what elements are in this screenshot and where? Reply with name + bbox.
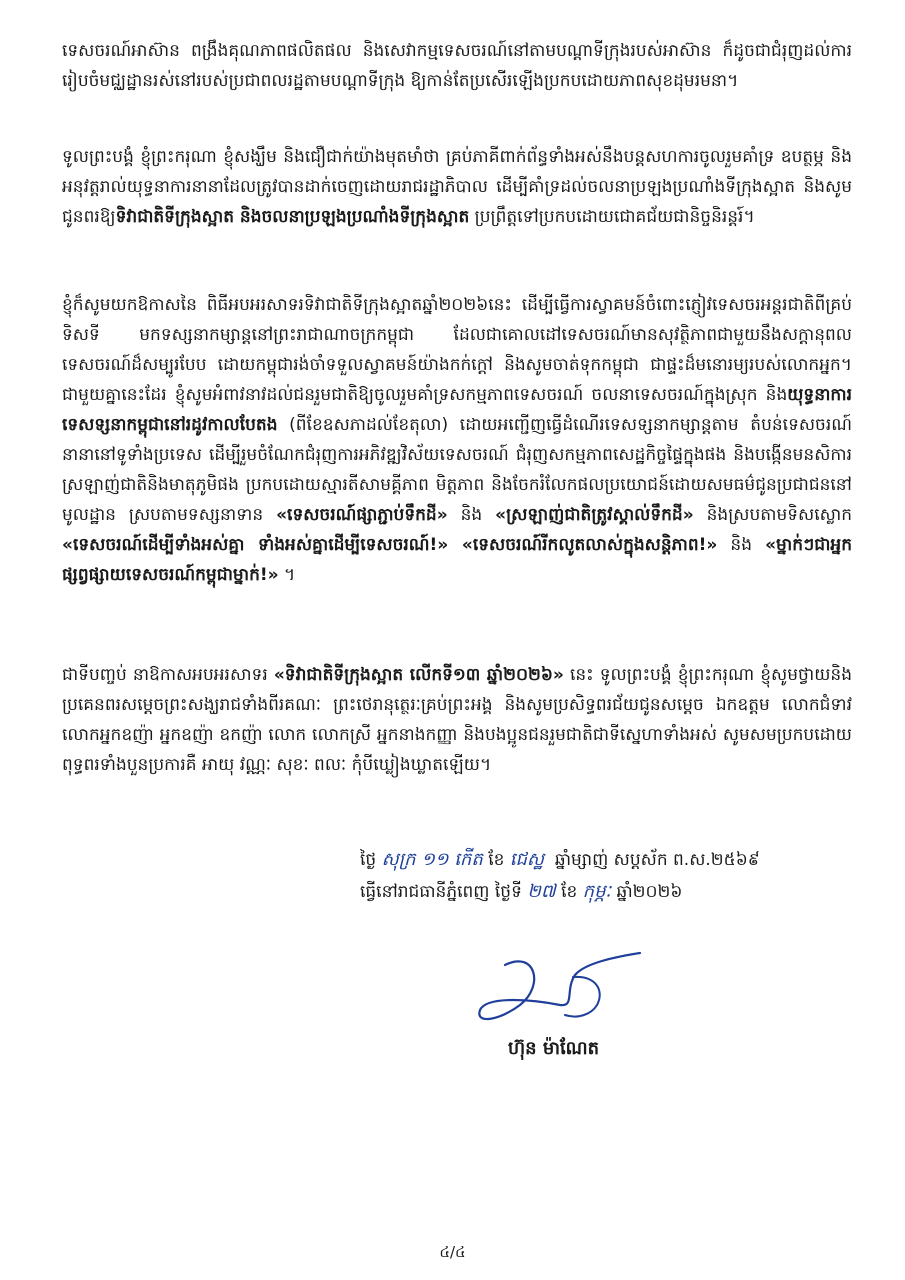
paragraph-3-text-k: ។ bbox=[278, 565, 296, 585]
paragraph-1-text: ទេសចរណ៍អាស៊ាន ពង្រឹងគុណភាពផលិតផល និងសេវាកម្មទេសចរណ៍នៅតាមបណ្តាទីក្រុងរបស់អាស៊ាន ក៏ដូចជាជំរុញដល់ការរៀបចំមជ្ឈដ្ឋានរស់នៅរបស់ប្រជាពលរដ្ឋតាមបណ្តាទីក្រុង ឱ្យកាន់តែប្រសើរឡើងប្រកបដោយភាពសុខដុមរមនា។ bbox=[62, 41, 852, 91]
paragraph-3-campaign: យុទ្ធនាការទេសទ្សនាកម្ពុជានៅរដូវកាលបែតង bbox=[62, 385, 852, 435]
paragraph-2-bold: ទិវាជាតិទីក្រុងស្អាត និងចលនាប្រឡងប្រណាំងទីក្រុងស្អាត bbox=[115, 207, 470, 227]
lunar-day-handwritten: សុក្រ ១១ កើត bbox=[381, 849, 483, 870]
signature-image bbox=[465, 945, 645, 1035]
page-number: ៤/៤ bbox=[439, 1243, 466, 1261]
solar-month-label: ខែ bbox=[561, 882, 578, 902]
paragraph-3 bbox=[62, 290, 852, 590]
paragraph-3-text-e: និង bbox=[447, 505, 496, 525]
paragraph-3-slogan-2: «ស្រឡាញ់ជាតិត្រូវស្គាល់ទឹកដី» bbox=[495, 505, 694, 525]
paragraph-1 bbox=[62, 36, 852, 96]
lunar-year-text: ឆ្នាំម្សាញ់ សប្តស័ក ព.ស.២៥៦៩ bbox=[554, 850, 760, 870]
paragraph-3-slogan-4: «ម្នាក់ៗជាអ្នកផ្សព្វផ្សាយទេសចរណ៍កម្ពុជាម្នាក់!» bbox=[62, 535, 852, 585]
lunar-date-line bbox=[360, 846, 760, 874]
solar-date-prefix: ធ្វើនៅរាជធានីភ្នំពេញ ថ្ងៃទី bbox=[360, 882, 522, 902]
paragraph-4-event: «ទិវាជាតិទីក្រុងស្អាត លើកទី១៣ ឆ្នាំ២០២៦» bbox=[273, 665, 564, 685]
paragraph-3-text-g: និងស្របតាមទិសស្លោក bbox=[693, 505, 852, 525]
lunar-date-prefix: ថ្ងៃ bbox=[360, 850, 377, 870]
paragraph-3-text-c: (ពីខែឧសភាដល់ខែតុលា) ដោយអញ្ជើញធ្វើដំណើរទេសទ្សនាកម្សាន្តតាម តំបន់ទេសចរណ៍នានានៅទូទាំងប្រទេស ដើម្បីរួមចំណែកជំរុញការអភិវឌ្ឍវិស័យទេសចរណ៍ ជំរុញសកម្មភាពសេដ្ឋកិច្ចផ្ទៃក្នុងផង និងបង្កើនមនសិការស្រឡាញ់ជាតិនិងមាតុភូមិផង ប្រកបដោយស្មារតីសាមគ្គីភាព មិត្តភាព និងចែករំលែកផលប្រយោជន៍ដោយសមធម៌ជូនប្រជាជននៅមូលដ្ឋាន ស្របតាមទស្សនាទាន bbox=[62, 415, 852, 525]
solar-day-handwritten: ២៧ bbox=[527, 881, 556, 902]
paragraph-3-slogan-1: «ទេសចរណ៍ផ្សាភ្ជាប់ទឹកដី» bbox=[276, 505, 448, 525]
paragraph-3-slogan-3: «ទេសចរណ៍ដើម្បីទាំងអស់គ្នា ទាំងអស់គ្នាដើម្បីទេសចរណ៍!» «ទេសចរណ៍រីកលូតលាស់ក្នុងសន្តិភាព!» bbox=[62, 535, 718, 555]
lunar-month-label: ខែ bbox=[488, 850, 505, 870]
lunar-month-handwritten: ជេស្ឋ bbox=[509, 849, 545, 870]
solar-year-text: ឆ្នាំ២០២៦ bbox=[616, 882, 683, 902]
signer-name: ហ៊ុន ម៉ាណែត bbox=[508, 1038, 600, 1059]
paragraph-2-text: ទូលព្រះបង្គំ ខ្ញុំព្រះករុណា ខ្ញុំសង្ឃឹម និងជឿជាក់យ៉ាងមុតមាំថា គ្រប់ភាគីពាក់ព័ន្ធទាំងអស់នឹងបន្តសហការចូលរួមគាំទ្រ ឧបត្ថម្ភ និងអនុវត្តរាល់យុទ្ធនាការនានាដែលត្រូវបានដាក់ចេញដោយរាជរដ្ឋាភិបាល ដើម្បីគាំទ្រដល់ចលនាប្រឡងប្រណាំងទីក្រុងស្អាត និងសូមជូនពរឱ្យ bbox=[62, 147, 852, 227]
solar-date-line bbox=[360, 878, 682, 906]
paragraph-4-text-c: នេះ ទូលព្រះបង្គំ ខ្ញុំព្រះករុណា ខ្ញុំសូមថ្វាយនិងប្រគេនពរសម្តេចព្រះសង្ឃរាជទាំងពីរគណៈ ព្រះថេរានុត្ថេរៈគ្រប់ព្រះអង្គ និងសូមប្រសិទ្ធពរជ័យជូនសម្តេច ឯកឧត្តម លោកជំទាវ លោកអ្នកឧញ៉ា អ្នកឧញ៉ា ឧកញ៉ា លោក លោកស្រី អ្នកនាងកញ្ញា និងបងប្អូនជនរួមជាតិជាទីស្នេហាទាំងអស់ សូមសមប្រកបដោយពុទ្ធពរទាំងបួនប្រការគឺ អាយុ វណ្ណៈ សុខៈ ពលៈ កុំបីឃ្លៀងឃ្លាតឡើយ។ bbox=[62, 665, 852, 775]
paragraph-4-text-a: ជាទីបញ្ចប់ នាឱកាសអបអរសាទរ bbox=[62, 665, 274, 685]
paragraph-2 bbox=[62, 142, 852, 232]
paragraph-2-end: ប្រព្រឹត្តទៅប្រកបដោយជោគជ័យជានិច្ចនិរន្តរ៍។ bbox=[469, 207, 755, 227]
paragraph-3-text-a: ខ្ញុំក៏សូមយកឱកាសនៃ ពិធីអបអរសាទរទិវាជាតិទីក្រុងស្អាតឆ្នាំ២០២៦នេះ ដើម្បីធ្វើការស្វាគមន៍ចំពោះភ្ញៀវទេសចរអន្តរជាតិពីគ្រប់ទិសទី មកទស្សនាកម្សាន្តនៅព្រះរាជាណាចក្រកម្ពុជា ដែលជាគោលដៅទេសចរណ៍មានសុវត្ថិភាពជាមួយនឹងសក្តានុពលទេសចរណ៍ដ៏សម្បូរបែប ដោយកម្ពុជារង់ចាំទទួលស្វាគមន៍យ៉ាងកក់ក្តៅ និងសូមចាត់ទុកកម្ពុជា ជាផ្ទះដ៏មនោរម្យរបស់លោកអ្នក។ ជាមួយគ្នានេះដែរ ខ្ញុំសូមអំពាវនាវដល់ជនរួមជាតិឱ្យចូលរួមគាំទ្រសកម្មភាពទេសចរណ៍ ចលនាទេសចរណ៍ក្នុងស្រុក និង bbox=[62, 295, 852, 405]
paragraph-4 bbox=[62, 660, 852, 780]
solar-month-handwritten: កុម្ភៈ bbox=[582, 881, 612, 902]
paragraph-3-text-i: និង bbox=[717, 535, 766, 555]
